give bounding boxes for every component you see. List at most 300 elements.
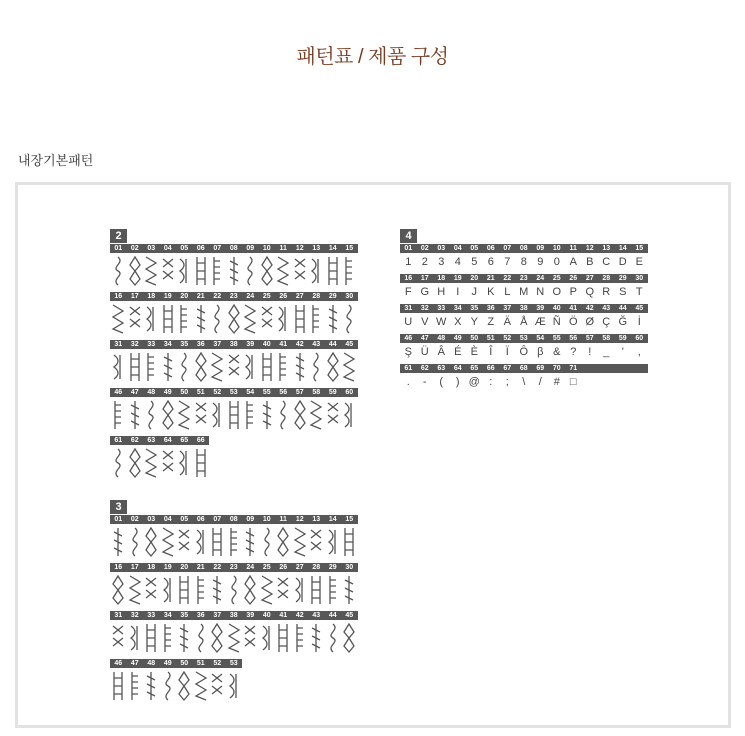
stitch-row [110, 253, 358, 288]
pattern-number: 40 [262, 612, 271, 619]
stitch-cell [259, 349, 276, 384]
stitch-cell [176, 524, 193, 559]
character-glyph: Ü [420, 345, 429, 358]
pattern-number: 35 [180, 612, 189, 619]
pattern-number: 35 [180, 341, 189, 348]
pattern-number: 02 [130, 516, 139, 523]
pattern-number: 45 [635, 305, 644, 312]
stitch-cell [226, 301, 243, 336]
pattern-number: 58 [602, 335, 611, 342]
stitch-pattern-icon [260, 526, 274, 558]
stitch-pattern-icon [276, 399, 290, 431]
character-glyph: T [635, 285, 643, 298]
pattern-number: 16 [114, 293, 123, 300]
stitch-cell [110, 349, 127, 384]
stitch-pattern-icon [293, 574, 307, 606]
character-row [400, 343, 648, 360]
pattern-number: 03 [437, 245, 446, 252]
stitch-pattern-icon [293, 399, 307, 431]
character-glyph: ! [588, 345, 592, 358]
section-title: 내장기본패턴 [18, 153, 94, 168]
stitch-pattern-icon [342, 351, 356, 383]
character-glyph: Ş [404, 345, 412, 358]
stitch-pattern-icon [227, 399, 241, 431]
pattern-number: 61 [404, 365, 413, 372]
stitch-cell [176, 445, 193, 480]
stitch-cell [160, 572, 177, 607]
pattern-number: 40 [262, 341, 271, 348]
pattern-number: 04 [453, 245, 462, 252]
pattern-number: 33 [147, 612, 156, 619]
stitch-pattern-icon [309, 255, 323, 287]
stitch-cell [226, 524, 243, 559]
stitch-cell [325, 397, 342, 432]
stitch-cell [325, 349, 342, 384]
pattern-number: 50 [180, 660, 189, 667]
stitch-cell [193, 524, 210, 559]
character-glyph: G [420, 285, 430, 298]
pattern-number: 21 [486, 275, 495, 282]
pattern-number: 66 [196, 437, 205, 444]
stitch-pattern-icon [144, 526, 158, 558]
stitch-cell [209, 620, 226, 655]
character-glyph: Æ [534, 315, 546, 328]
character-glyph: E [635, 255, 643, 268]
character-glyph: : [489, 375, 493, 388]
stitch-pattern-icon [326, 303, 340, 335]
stitch-cell [143, 301, 160, 336]
stitch-pattern-icon [243, 255, 257, 287]
character-row [400, 373, 648, 390]
character-glyph: F [404, 285, 412, 298]
stitch-pattern-icon [210, 526, 224, 558]
block-label: 4 [400, 229, 417, 243]
stitch-cell [259, 620, 276, 655]
stitch-cell [110, 253, 127, 288]
pattern-number: 44 [328, 341, 337, 348]
stitch-cell [325, 524, 342, 559]
pattern-number: 45 [345, 612, 354, 619]
pattern-number: 35 [470, 305, 479, 312]
number-bar [110, 244, 358, 253]
pattern-number: 63 [437, 365, 446, 372]
pattern-number: 10 [262, 245, 271, 252]
stitch-pattern-icon [260, 255, 274, 287]
stitch-pattern-icon [128, 447, 142, 479]
pattern-number: 43 [602, 305, 611, 312]
pattern-number: 38 [229, 341, 238, 348]
stitch-cell [160, 524, 177, 559]
pattern-group [110, 292, 358, 336]
stitch-pattern-icon [177, 622, 191, 654]
pattern-number: 37 [213, 341, 222, 348]
pattern-number: 23 [229, 293, 238, 300]
pattern-number: 55 [262, 389, 271, 396]
pattern-group [110, 611, 358, 655]
pattern-number: 20 [470, 275, 479, 282]
pattern-number: 54 [536, 335, 545, 342]
stitch-cell [292, 524, 309, 559]
stitch-cell [176, 397, 193, 432]
pattern-group [110, 388, 358, 432]
pattern-number: 22 [213, 564, 222, 571]
pattern-number: 06 [486, 245, 495, 252]
pattern-number: 60 [345, 389, 354, 396]
pattern-number: 01 [114, 245, 123, 252]
stitch-cell [110, 301, 127, 336]
pattern-number: 61 [114, 437, 123, 444]
character-glyph: R [602, 285, 611, 298]
stitch-pattern-icon [111, 255, 125, 287]
character-glyph: Ø [585, 315, 595, 328]
stitch-pattern-icon [177, 670, 191, 702]
number-bar [400, 304, 648, 313]
stitch-cell [193, 253, 210, 288]
stitch-pattern-icon [161, 399, 175, 431]
pattern-number: 36 [486, 305, 495, 312]
stitch-cell [209, 572, 226, 607]
stitch-cell [341, 349, 358, 384]
stitch-pattern-icon [128, 574, 142, 606]
stitch-cell [160, 668, 177, 703]
stitch-cell [209, 668, 226, 703]
stitch-row [110, 668, 358, 703]
stitch-pattern-icon [194, 670, 208, 702]
stitch-cell [308, 620, 325, 655]
character-glyph: P [569, 285, 577, 298]
pattern-number: 55 [552, 335, 561, 342]
stitch-cell [226, 397, 243, 432]
pattern-number: 65 [470, 365, 479, 372]
pattern-number: 19 [163, 564, 172, 571]
stitch-cell [110, 524, 127, 559]
stitch-pattern-icon [243, 574, 257, 606]
pattern-number: 56 [279, 389, 288, 396]
number-bar [110, 436, 209, 445]
stitch-cell [242, 397, 259, 432]
stitch-cell [242, 572, 259, 607]
stitch-cell [242, 524, 259, 559]
stitch-pattern-icon [161, 447, 175, 479]
stitch-pattern-icon [309, 399, 323, 431]
stitch-cell [259, 301, 276, 336]
stitch-pattern-icon [276, 303, 290, 335]
stitch-pattern-icon [276, 574, 290, 606]
stitch-pattern-icon [128, 303, 142, 335]
stitch-pattern-icon [177, 526, 191, 558]
stitch-cell [275, 397, 292, 432]
pattern-number: 20 [180, 293, 189, 300]
pattern-number: 64 [453, 365, 462, 372]
pattern-number: 52 [213, 660, 222, 667]
stitch-cell [110, 397, 127, 432]
stitch-cell [127, 445, 144, 480]
block-label: 2 [110, 229, 127, 243]
pattern-number: 13 [312, 516, 321, 523]
pattern-number: 68 [519, 365, 528, 372]
pattern-number: 30 [345, 564, 354, 571]
pattern-number: 16 [114, 564, 123, 571]
character-glyph: O [552, 285, 562, 298]
stitch-pattern-icon [309, 574, 323, 606]
pattern-number: 30 [345, 293, 354, 300]
stitch-pattern-icon [194, 255, 208, 287]
stitch-pattern-icon [111, 399, 125, 431]
stitch-pattern-icon [276, 526, 290, 558]
pattern-number: 57 [295, 389, 304, 396]
stitch-pattern-icon [194, 447, 208, 479]
pattern-number: 22 [503, 275, 512, 282]
pattern-number: 37 [503, 305, 512, 312]
stitch-row [110, 445, 358, 480]
stitch-row [110, 301, 358, 336]
pattern-number: 48 [147, 389, 156, 396]
stitch-pattern-icon [210, 399, 224, 431]
stitch-cell [242, 301, 259, 336]
stitch-pattern-icon [128, 526, 142, 558]
stitch-cell [160, 301, 177, 336]
stitch-pattern-icon [326, 574, 340, 606]
pattern-number: 06 [196, 516, 205, 523]
pattern-number: 60 [635, 335, 644, 342]
stitch-cell [325, 572, 342, 607]
stitch-cell [143, 349, 160, 384]
pattern-number: 15 [345, 245, 354, 252]
pattern-number: 26 [569, 275, 578, 282]
character-glyph: Â [437, 345, 445, 358]
stitch-cell [193, 397, 210, 432]
stitch-cell [127, 620, 144, 655]
stitch-pattern-icon [227, 351, 241, 383]
stitch-pattern-icon [210, 670, 224, 702]
stitch-cell [127, 253, 144, 288]
pattern-number: 51 [196, 660, 205, 667]
stitch-cell [143, 445, 160, 480]
pattern-number: 19 [163, 293, 172, 300]
character-glyph: Å [520, 315, 528, 328]
stitch-pattern-icon [111, 526, 125, 558]
pattern-number: 31 [114, 612, 123, 619]
pattern-number: 29 [618, 275, 627, 282]
character-glyph: İ [637, 315, 641, 328]
pattern-number: 36 [196, 341, 205, 348]
stitch-cell [160, 349, 177, 384]
stitch-pattern-icon [326, 399, 340, 431]
pattern-number: 33 [437, 305, 446, 312]
pattern-number: 47 [130, 660, 139, 667]
character-glyph: Y [470, 315, 478, 328]
stitch-pattern-icon [111, 574, 125, 606]
character-glyph: 2 [421, 255, 428, 268]
pattern-number: 50 [180, 389, 189, 396]
character-row [400, 313, 648, 330]
stitch-cell [259, 253, 276, 288]
pattern-number: 24 [536, 275, 545, 282]
stitch-cell [325, 620, 342, 655]
pattern-number: 19 [453, 275, 462, 282]
pattern-number: 21 [196, 293, 205, 300]
stitch-cell [308, 253, 325, 288]
pattern-number: 14 [328, 245, 337, 252]
character-glyph: S [619, 285, 627, 298]
character-glyph: # [553, 375, 560, 388]
pattern-number: 28 [312, 293, 321, 300]
stitch-cell [209, 349, 226, 384]
pattern-number: 53 [229, 660, 238, 667]
pattern-group [110, 244, 358, 288]
pattern-number: 17 [130, 564, 139, 571]
pattern-number: 10 [552, 245, 561, 252]
stitch-cell [341, 572, 358, 607]
stitch-pattern-icon [161, 303, 175, 335]
pattern-number: 59 [328, 389, 337, 396]
pattern-number: 27 [295, 293, 304, 300]
stitch-cell [226, 668, 243, 703]
pattern-number: 20 [180, 564, 189, 571]
stitch-cell [193, 668, 210, 703]
pattern-group [110, 436, 358, 480]
block-label: 3 [110, 500, 127, 514]
stitch-cell [259, 572, 276, 607]
character-glyph: 3 [438, 255, 445, 268]
stitch-pattern-icon [177, 255, 191, 287]
stitch-pattern-icon [177, 303, 191, 335]
pattern-number: 09 [246, 245, 255, 252]
stitch-pattern-icon [144, 670, 158, 702]
character-glyph: W [436, 315, 447, 328]
pattern-group [400, 334, 648, 360]
pattern-number: 69 [536, 365, 545, 372]
stitch-pattern-icon [260, 622, 274, 654]
stitch-cell [127, 301, 144, 336]
stitch-pattern-icon [177, 447, 191, 479]
stitch-pattern-icon [194, 351, 208, 383]
number-bar [110, 292, 358, 301]
stitch-cell [308, 349, 325, 384]
stitch-cell [341, 524, 358, 559]
character-glyph: Ñ [552, 315, 561, 328]
character-glyph: U [404, 315, 413, 328]
stitch-cell [127, 668, 144, 703]
stitch-pattern-icon [276, 622, 290, 654]
pattern-number: 38 [229, 612, 238, 619]
pattern-group [400, 304, 648, 330]
stitch-pattern-icon [243, 622, 257, 654]
stitch-pattern-icon [177, 574, 191, 606]
number-bar [110, 563, 358, 572]
stitch-cell [127, 572, 144, 607]
number-bar [400, 364, 648, 373]
character-glyph: @ [468, 375, 480, 388]
pattern-number: 53 [519, 335, 528, 342]
number-bar [400, 244, 648, 253]
character-glyph: J [471, 285, 477, 298]
stitch-cell [308, 397, 325, 432]
pattern-number: 42 [295, 612, 304, 619]
stitch-cell [308, 301, 325, 336]
stitch-pattern-icon [326, 526, 340, 558]
stitch-pattern-icon [309, 303, 323, 335]
pattern-number: 10 [262, 516, 271, 523]
pattern-number: 04 [163, 245, 172, 252]
pattern-number: 07 [503, 245, 512, 252]
pattern-number: 66 [486, 365, 495, 372]
stitch-pattern-icon [243, 351, 257, 383]
pattern-number: 45 [345, 341, 354, 348]
stitch-pattern-icon [326, 622, 340, 654]
stitch-pattern-icon [326, 255, 340, 287]
stitch-pattern-icon [194, 526, 208, 558]
stitch-cell [292, 301, 309, 336]
character-glyph: Î [489, 345, 493, 358]
character-glyph: B [586, 255, 594, 268]
pattern-number: 50 [470, 335, 479, 342]
stitch-cell [242, 253, 259, 288]
stitch-pattern-icon [227, 670, 241, 702]
stitch-cell [110, 572, 127, 607]
stitch-cell [275, 349, 292, 384]
character-glyph: 5 [471, 255, 478, 268]
pattern-number: 49 [163, 660, 172, 667]
stitch-cell [292, 253, 309, 288]
stitch-pattern-icon [161, 255, 175, 287]
stitch-pattern-icon [309, 526, 323, 558]
stitch-cell [176, 572, 193, 607]
stitch-row [110, 397, 358, 432]
stitch-cell [127, 349, 144, 384]
character-glyph: 1 [405, 255, 412, 268]
character-glyph: X [454, 315, 462, 328]
pattern-number: 63 [147, 437, 156, 444]
stitch-pattern-icon [111, 303, 125, 335]
stitch-pattern-icon [293, 303, 307, 335]
pattern-number: 51 [486, 335, 495, 342]
character-glyph: I [456, 285, 460, 298]
stitch-pattern-icon [194, 399, 208, 431]
stitch-pattern-icon [111, 622, 125, 654]
stitch-pattern-icon [144, 303, 158, 335]
stitch-cell [127, 524, 144, 559]
character-glyph: . [406, 375, 410, 388]
character-glyph: D [618, 255, 627, 268]
character-glyph: _ [603, 345, 610, 358]
stitch-cell [292, 349, 309, 384]
pattern-number: 47 [130, 389, 139, 396]
pattern-number: 51 [196, 389, 205, 396]
stitch-pattern-icon [293, 622, 307, 654]
pattern-number: 28 [602, 275, 611, 282]
pattern-number: 09 [246, 516, 255, 523]
stitch-pattern-icon [161, 526, 175, 558]
pattern-number: 49 [163, 389, 172, 396]
stitch-row [110, 572, 358, 607]
character-glyph: L [504, 285, 511, 298]
pattern-number: 57 [585, 335, 594, 342]
character-glyph: N [536, 285, 545, 298]
stitch-cell [193, 349, 210, 384]
stitch-cell [127, 397, 144, 432]
character-glyph: □ [569, 375, 577, 388]
stitch-pattern-icon [111, 351, 125, 383]
pattern-number: 13 [312, 245, 321, 252]
stitch-cell [193, 620, 210, 655]
stitch-cell [341, 253, 358, 288]
stitch-cell [292, 397, 309, 432]
pattern-number: 08 [229, 245, 238, 252]
pattern-number: 47 [420, 335, 429, 342]
stitch-pattern-icon [293, 255, 307, 287]
character-glyph: 6 [487, 255, 494, 268]
